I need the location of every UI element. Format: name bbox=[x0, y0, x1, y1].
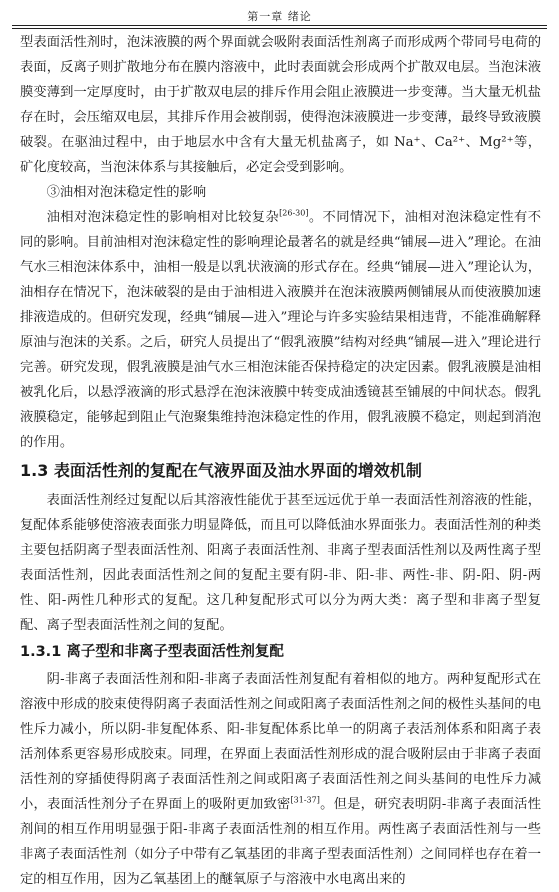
body-text bbox=[20, 30, 541, 892]
citation-26-30: [26-30] bbox=[279, 208, 309, 218]
running-header: 第一章 绪论 bbox=[247, 10, 312, 23]
paragraph-compounding: 表面活性剂经过复配以后其溶液性能优于甚至远远优于单一表面活性剂溶液的性能，复配体系能够使溶液表面张力明显降低，而且可以降低油水界面张力。表面活性剂的种类主要包括阴离子型表面活性剂、阳离子表面活性剂、非离子型表面活性剂以及两性离子型表面活性剂，因此表面活性剂之间的复配主要有阴-非、阳-非、两性-非、阴-阳、阴-两性、阳-两性几种形式的复配。这几种复配形式可以分为两大类：离子型和非离子型复配、离子型表面活性剂之间的复配。 bbox=[20, 493, 541, 633]
section-heading-1-3-1: 1.3.1 离子型和非离子型表面活性剂复配 bbox=[20, 644, 284, 660]
header-rule-top bbox=[12, 25, 547, 26]
paragraph-ionic-text-a: 阴-非离子表面活性剂和阳-非离子表面活性剂复配有着相似的地方。两种复配形式在溶液中形成的胶束使得阴离子表面活性剂之间或阳离子表面活性剂之间的极性头基间的电性斥力减小，所以阴-非复配体系、阳-非复配体系比单一的阴离子表活剂体系和阳离子表活剂体系更容易形成胶束。同理，在界面上表面活性剂形成的混合吸附层由于非离子表面活性剂的穿插使得阴离子表面活性剂之间或阳离子表面活性剂之间头基间的电性斥力减小，表面活性剂分子在界面上的吸附更加致密 bbox=[20, 672, 541, 812]
section-heading-1-3: 1.3 表面活性剂的复配在气液界面及油水界面的增效机制 bbox=[20, 461, 422, 480]
paragraph-oil-text-a: 油相对泡沫稳定性的影响相对比较复杂 bbox=[46, 210, 280, 225]
paragraph-oil-effect bbox=[20, 205, 541, 455]
subsection-oil-heading: ③油相对泡沫稳定性的影响 bbox=[46, 185, 207, 200]
citation-31-37: [31-37] bbox=[290, 795, 320, 805]
paragraph-ionic-text-b: 。但是，研究表明阴-非离子表面活性剂间的相互作用明显强于阳-非离子表面活性剂的相互作用。两性离子表面活性剂与一些非离子表面活性剂（如分子中带有乙氧基团的非离子型表面活性剂）之间同样也存在着一定的相互作用，因为乙氧基团上的醚氧原子与溶液中水电离出来的 bbox=[20, 797, 542, 887]
paragraph-salt-effect: 型表面活性剂时，泡沫液膜的两个界面就会吸附表面活性剂离子而形成两个带同号电荷的表面，反离子则扩散地分布在膜内溶液中，此时表面就会形成两个扩散双电层。当泡沫液膜变薄到一定厚度时，由于扩散双电层的排斥作用会阻止液膜进一步变薄。当大量无机盐存在时，会压缩双电层，其排斥作用会被削弱，使得泡沫液膜进一步变薄，最终导致液膜破裂。在驱油过程中，由于地层水中含有大量无机盐离子，如 Na⁺、Ca²⁺、Mg²⁺等，矿化度较高，当泡沫体系与其接触后，必定会受到影响。 bbox=[20, 35, 541, 175]
paragraph-ionic-nonionic bbox=[20, 667, 541, 892]
header-rule-bottom bbox=[12, 28, 547, 29]
paragraph-oil-text-b: 。不同情况下，油相对泡沫稳定性有不同的影响。目前油相对泡沫稳定性的影响理论最著名的就是经典“铺展—进入”理论。在油气水三相泡沫体系中，油相一般是以乳状液滴的形式存在。经典“铺展—进入”理论认为，油相存在情况下，泡沫破裂的是由于油相进入液膜并在泡沫液膜两侧铺展从而使液膜加速排液造成的。但研究发现，经典“铺展—进入”理论与许多实验结果相违背，不能准确解释原油与泡沫的关系。之后，研究人员提出了“假乳液膜”结构对经典“铺展—进入”理论进行完善。研究发现，假乳液膜是油气水三相泡沫能否保持稳定的决定因素。假乳液膜是油相被乳化后，以悬浮液滴的形式悬浮在泡沫液膜中转变成油透镜甚至铺展的中间状态。假乳液膜稳定，能够起到阻止气泡聚集维持泡沫稳定性的作用，假乳液膜不稳定，则起到消泡的作用。 bbox=[20, 210, 541, 450]
